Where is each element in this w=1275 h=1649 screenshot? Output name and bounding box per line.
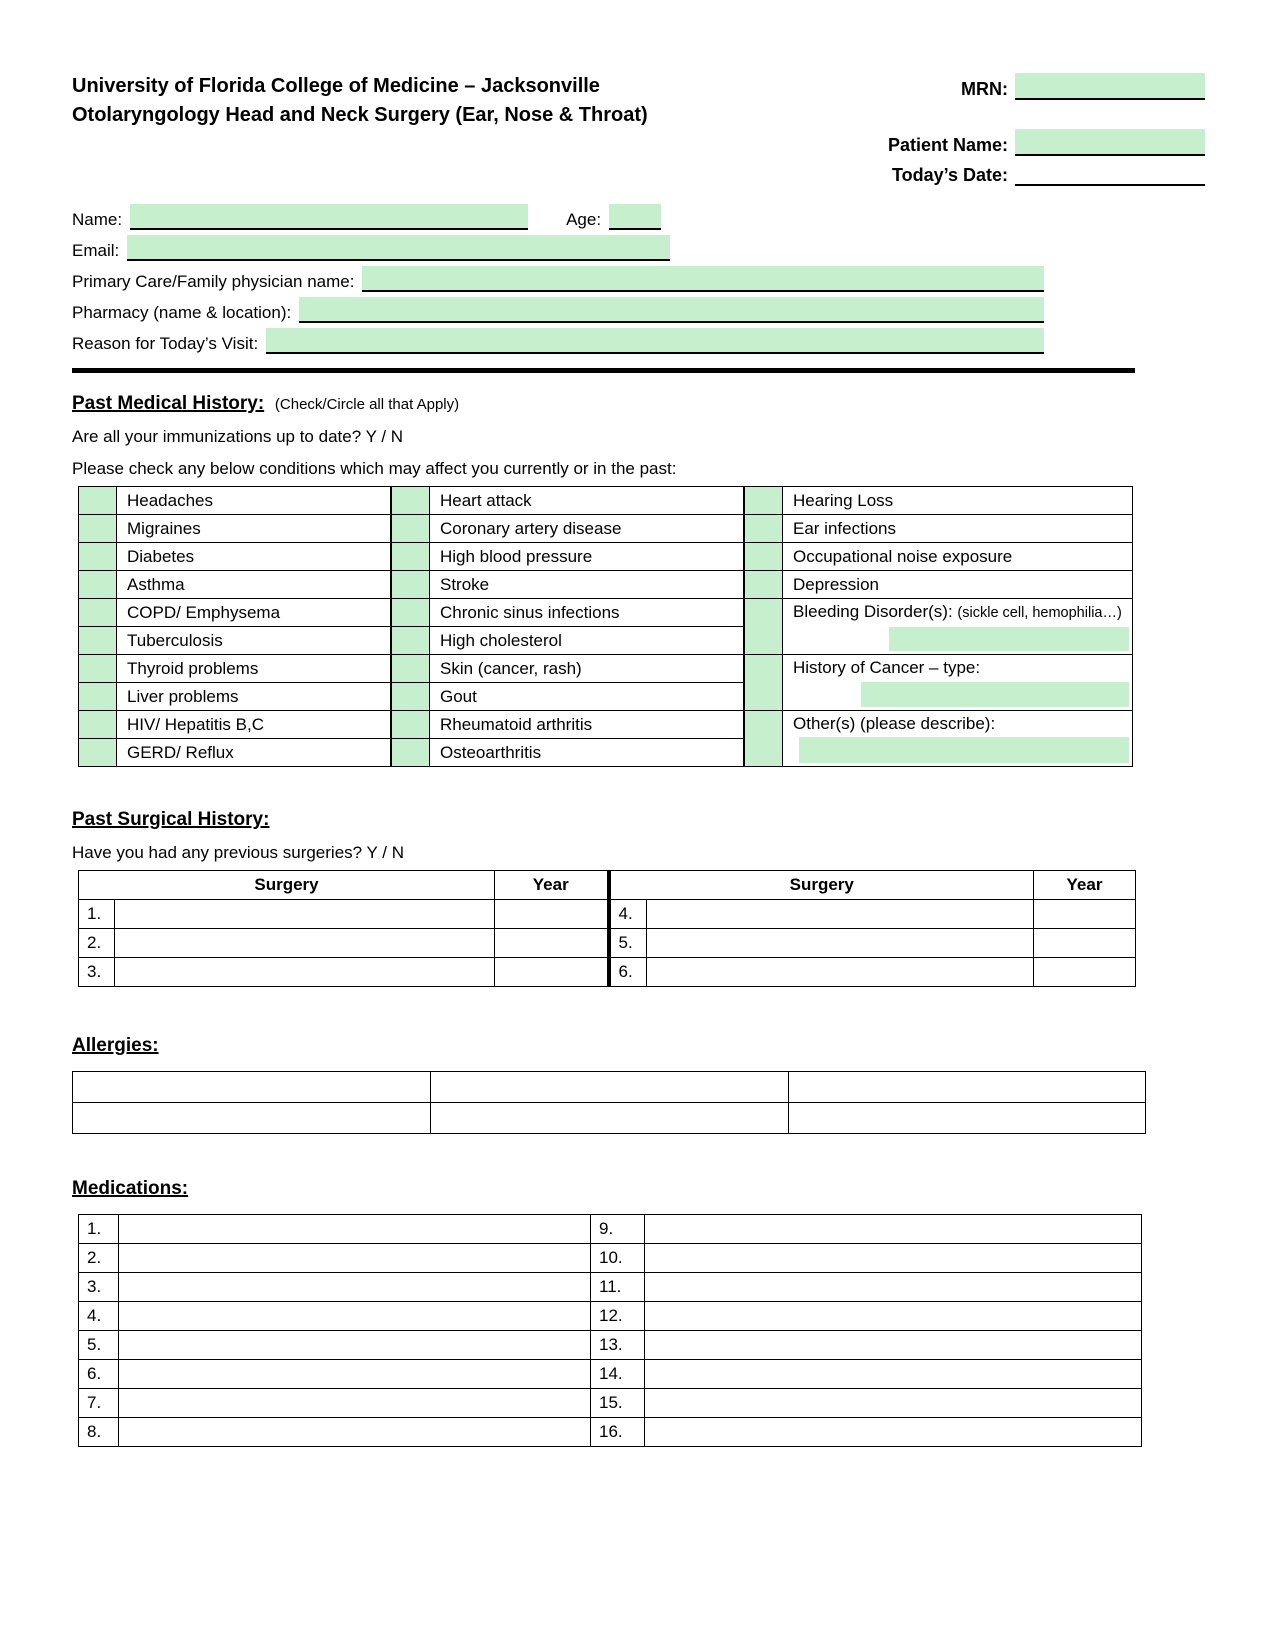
medication-number: 4. — [79, 1302, 119, 1331]
condition-checkbox[interactable] — [392, 739, 430, 767]
year-field[interactable] — [1034, 929, 1136, 958]
medication-number: 5. — [79, 1331, 119, 1360]
reason-field[interactable] — [266, 328, 1044, 354]
condition-label: Gout — [430, 683, 744, 711]
allergy-field[interactable] — [73, 1072, 431, 1103]
medication-number: 12. — [591, 1302, 645, 1331]
pmh-heading-note: (Check/Circle all that Apply) — [274, 396, 460, 413]
medication-field[interactable] — [645, 1389, 1142, 1418]
pharmacy-row — [72, 293, 1044, 323]
cancer-history-cell — [783, 655, 1133, 711]
medications-heading-row — [72, 1178, 1205, 1200]
condition-row — [392, 571, 744, 599]
condition-row-bleeding — [745, 599, 1133, 655]
bleeding-disorder-note: (sickle cell, hemophilia…) — [957, 605, 1122, 621]
form-title-block — [72, 60, 648, 130]
condition-checkbox[interactable] — [392, 515, 430, 543]
condition-checkbox[interactable] — [79, 739, 117, 767]
age-label: Age: — [566, 210, 602, 229]
surgery-number: 4. — [609, 900, 647, 929]
condition-row-cancer — [745, 655, 1133, 711]
mrn-field-fill — [1015, 73, 1205, 98]
medication-field[interactable] — [119, 1331, 591, 1360]
reason-row — [72, 324, 1044, 354]
psh-question: Have you had any previous surgeries? Y / N — [72, 843, 405, 862]
condition-checkbox[interactable] — [392, 571, 430, 599]
condition-label: GERD/ Reflux — [117, 739, 391, 767]
patient-info-block — [72, 200, 1044, 354]
condition-label: Diabetes — [117, 543, 391, 571]
medication-field[interactable] — [119, 1418, 591, 1447]
surgery-row — [79, 929, 1136, 958]
medication-field[interactable] — [645, 1244, 1142, 1273]
medication-field[interactable] — [119, 1244, 591, 1273]
surgery-number: 3. — [79, 958, 115, 987]
condition-label: Rheumatoid arthritis — [430, 711, 744, 739]
condition-row — [79, 515, 391, 543]
mrn-label: MRN: — [961, 79, 1008, 99]
bleeding-disorder-cell — [783, 599, 1133, 655]
medication-field[interactable] — [645, 1418, 1142, 1447]
conditions-table — [78, 486, 1205, 767]
condition-row — [392, 627, 744, 655]
condition-checkbox[interactable] — [745, 515, 783, 543]
condition-row — [79, 711, 391, 739]
pcp-row — [72, 262, 1044, 292]
condition-label: Heart attack — [430, 487, 744, 515]
medications-table — [78, 1214, 1142, 1447]
allergies-heading-row — [72, 1035, 1205, 1057]
medication-row — [79, 1360, 1142, 1389]
surgery-header-right: Surgery — [609, 871, 1034, 900]
surgery-header-row — [79, 871, 1136, 900]
condition-label: Thyroid problems — [117, 655, 391, 683]
medication-number: 16. — [591, 1418, 645, 1447]
section-divider — [72, 368, 1135, 373]
condition-row — [392, 711, 744, 739]
name-row — [72, 200, 1044, 230]
medication-number: 7. — [79, 1389, 119, 1418]
condition-row-other — [745, 711, 1133, 767]
condition-row — [745, 543, 1133, 571]
medication-number: 10. — [591, 1244, 645, 1273]
medications-heading: Medications: — [72, 1178, 189, 1199]
condition-row — [392, 655, 744, 683]
conditions-column-1 — [78, 486, 391, 767]
condition-checkbox[interactable] — [79, 515, 117, 543]
surgery-field[interactable] — [647, 900, 1034, 929]
condition-label: Tuberculosis — [117, 627, 391, 655]
email-field[interactable] — [127, 235, 670, 261]
medication-number: 8. — [79, 1418, 119, 1447]
medication-field[interactable] — [645, 1215, 1142, 1244]
medication-field[interactable] — [645, 1302, 1142, 1331]
psh-heading: Past Surgical History: — [72, 809, 270, 830]
condition-row — [79, 599, 391, 627]
condition-row — [392, 487, 744, 515]
surgery-field[interactable] — [115, 900, 495, 929]
condition-checkbox[interactable] — [745, 599, 783, 655]
medication-field[interactable] — [119, 1389, 591, 1418]
condition-checkbox[interactable] — [745, 711, 783, 767]
condition-row — [392, 543, 744, 571]
medication-field[interactable] — [645, 1273, 1142, 1302]
form-title-line2: Otolaryngology Head and Neck Surgery (Ear, Nose & Throat) — [72, 104, 648, 126]
todays-date-field[interactable] — [1015, 161, 1205, 186]
year-field[interactable] — [1034, 900, 1136, 929]
surgery-number: 5. — [609, 929, 647, 958]
medication-field[interactable] — [645, 1360, 1142, 1389]
surgery-field[interactable] — [647, 958, 1034, 987]
todays-date-row — [845, 156, 1205, 186]
form-header — [72, 60, 1205, 186]
condition-label: Ear infections — [783, 515, 1133, 543]
condition-label: Liver problems — [117, 683, 391, 711]
pharmacy-label: Pharmacy (name & location): — [72, 303, 292, 322]
name-field[interactable] — [130, 204, 528, 230]
condition-row — [392, 599, 744, 627]
pcp-label: Primary Care/Family physician name: — [72, 272, 355, 291]
allergy-field[interactable] — [431, 1072, 789, 1103]
condition-checkbox[interactable] — [745, 571, 783, 599]
condition-checkbox[interactable] — [392, 711, 430, 739]
condition-checkbox[interactable] — [392, 683, 430, 711]
surgery-field[interactable] — [647, 929, 1034, 958]
todays-date-label: Today’s Date: — [891, 165, 1008, 185]
allergy-row — [73, 1103, 1146, 1134]
surgery-field[interactable] — [115, 958, 495, 987]
medication-field[interactable] — [119, 1360, 591, 1389]
pcp-field[interactable] — [362, 266, 1044, 292]
pmh-instructions: Please check any below conditions which may affect you currently or in the past: — [72, 459, 677, 478]
medication-number: 14. — [591, 1360, 645, 1389]
year-field[interactable] — [495, 900, 609, 929]
medication-field[interactable] — [645, 1331, 1142, 1360]
medication-number: 2. — [79, 1244, 119, 1273]
pmh-heading: Past Medical History: — [72, 393, 265, 414]
condition-row — [392, 515, 744, 543]
condition-checkbox[interactable] — [79, 627, 117, 655]
medication-row — [79, 1302, 1142, 1331]
patient-name-field-fill — [1015, 129, 1205, 154]
surgery-table — [78, 870, 1136, 987]
allergy-field[interactable] — [789, 1103, 1146, 1134]
condition-checkbox[interactable] — [392, 543, 430, 571]
condition-checkbox[interactable] — [79, 599, 117, 627]
allergy-field[interactable] — [789, 1072, 1146, 1103]
email-row — [72, 231, 1044, 261]
condition-label: Depression — [783, 571, 1133, 599]
condition-label: COPD/ Emphysema — [117, 599, 391, 627]
condition-checkbox[interactable] — [392, 599, 430, 627]
condition-label: Occupational noise exposure — [783, 543, 1133, 571]
medication-number: 15. — [591, 1389, 645, 1418]
patient-name-row — [845, 126, 1205, 156]
medication-number: 6. — [79, 1360, 119, 1389]
form-title-line1: University of Florida College of Medicine – Jacksonville — [72, 75, 600, 97]
condition-label: Chronic sinus infections — [430, 599, 744, 627]
pmh-heading-row — [72, 393, 1205, 415]
condition-label: Skin (cancer, rash) — [430, 655, 744, 683]
bleeding-disorder-label: Bleeding Disorder(s): — [793, 602, 953, 621]
patient-name-label: Patient Name: — [887, 135, 1008, 155]
condition-checkbox[interactable] — [79, 571, 117, 599]
condition-checkbox[interactable] — [79, 711, 117, 739]
email-label: Email: — [72, 241, 120, 260]
allergy-field[interactable] — [431, 1103, 789, 1134]
surgery-number: 6. — [609, 958, 647, 987]
condition-row — [392, 683, 744, 711]
condition-row — [79, 683, 391, 711]
medication-row — [79, 1389, 1142, 1418]
surgery-row — [79, 900, 1136, 929]
condition-row — [745, 571, 1133, 599]
surgery-number: 2. — [79, 929, 115, 958]
condition-label: Stroke — [430, 571, 744, 599]
allergy-row — [73, 1072, 1146, 1103]
condition-row — [79, 571, 391, 599]
psh-heading-row — [72, 809, 1205, 831]
condition-checkbox[interactable] — [79, 487, 117, 515]
conditions-column-2 — [391, 486, 744, 767]
allergies-table — [72, 1071, 1146, 1134]
medication-row — [79, 1331, 1142, 1360]
allergies-heading: Allergies: — [72, 1035, 159, 1056]
surgery-number: 1. — [79, 900, 115, 929]
condition-checkbox[interactable] — [745, 543, 783, 571]
condition-checkbox[interactable] — [79, 543, 117, 571]
bleeding-disorder-field[interactable] — [889, 627, 1129, 651]
condition-checkbox[interactable] — [745, 655, 783, 711]
condition-row — [79, 655, 391, 683]
condition-row — [79, 627, 391, 655]
surgery-header-left: Surgery — [79, 871, 495, 900]
cancer-history-label: History of Cancer – type: — [793, 658, 981, 677]
medication-row — [79, 1418, 1142, 1447]
medication-number: 1. — [79, 1215, 119, 1244]
condition-checkbox[interactable] — [745, 487, 783, 515]
condition-label: High cholesterol — [430, 627, 744, 655]
medication-row — [79, 1244, 1142, 1273]
condition-checkbox[interactable] — [392, 627, 430, 655]
other-conditions-field[interactable] — [799, 737, 1129, 763]
condition-row — [79, 739, 391, 767]
medication-number: 3. — [79, 1273, 119, 1302]
year-header-right: Year — [1034, 871, 1136, 900]
medication-field[interactable] — [119, 1302, 591, 1331]
immunizations-question: Are all your immunizations up to date? Y / N — [72, 427, 404, 446]
allergy-field[interactable] — [73, 1103, 431, 1134]
medication-number: 9. — [591, 1215, 645, 1244]
condition-checkbox[interactable] — [79, 683, 117, 711]
other-conditions-label: Other(s) (please describe): — [793, 714, 996, 733]
name-label: Name: — [72, 210, 123, 229]
condition-row — [79, 487, 391, 515]
medication-row — [79, 1215, 1142, 1244]
condition-checkbox[interactable] — [392, 655, 430, 683]
age-field[interactable] — [609, 204, 661, 230]
year-field[interactable] — [495, 929, 609, 958]
condition-label: High blood pressure — [430, 543, 744, 571]
reason-label: Reason for Today’s Visit: — [72, 334, 259, 353]
other-conditions-cell — [783, 711, 1133, 767]
condition-checkbox[interactable] — [392, 487, 430, 515]
surgery-field[interactable] — [115, 929, 495, 958]
condition-row — [392, 739, 744, 767]
surgery-row — [79, 958, 1136, 987]
condition-label: Coronary artery disease — [430, 515, 744, 543]
condition-label: Osteoarthritis — [430, 739, 744, 767]
medication-field[interactable] — [119, 1215, 591, 1244]
pharmacy-field[interactable] — [299, 297, 1044, 323]
medication-number: 11. — [591, 1273, 645, 1302]
condition-label: Hearing Loss — [783, 487, 1133, 515]
cancer-type-field[interactable] — [861, 682, 1129, 707]
year-field[interactable] — [495, 958, 609, 987]
patient-name-field[interactable] — [1015, 129, 1205, 156]
condition-checkbox[interactable] — [79, 655, 117, 683]
year-header-left: Year — [495, 871, 609, 900]
medication-number: 13. — [591, 1331, 645, 1360]
condition-label: Headaches — [117, 487, 391, 515]
condition-row — [745, 515, 1133, 543]
condition-row — [79, 543, 391, 571]
medication-field[interactable] — [119, 1273, 591, 1302]
condition-label: Migraines — [117, 515, 391, 543]
mrn-field[interactable] — [1015, 73, 1205, 100]
condition-row — [745, 487, 1133, 515]
header-fields — [845, 60, 1205, 186]
condition-label: HIV/ Hepatitis B,C — [117, 711, 391, 739]
medication-row — [79, 1273, 1142, 1302]
conditions-column-3 — [744, 486, 1133, 767]
mrn-row — [845, 70, 1205, 100]
condition-label: Asthma — [117, 571, 391, 599]
year-field[interactable] — [1034, 958, 1136, 987]
